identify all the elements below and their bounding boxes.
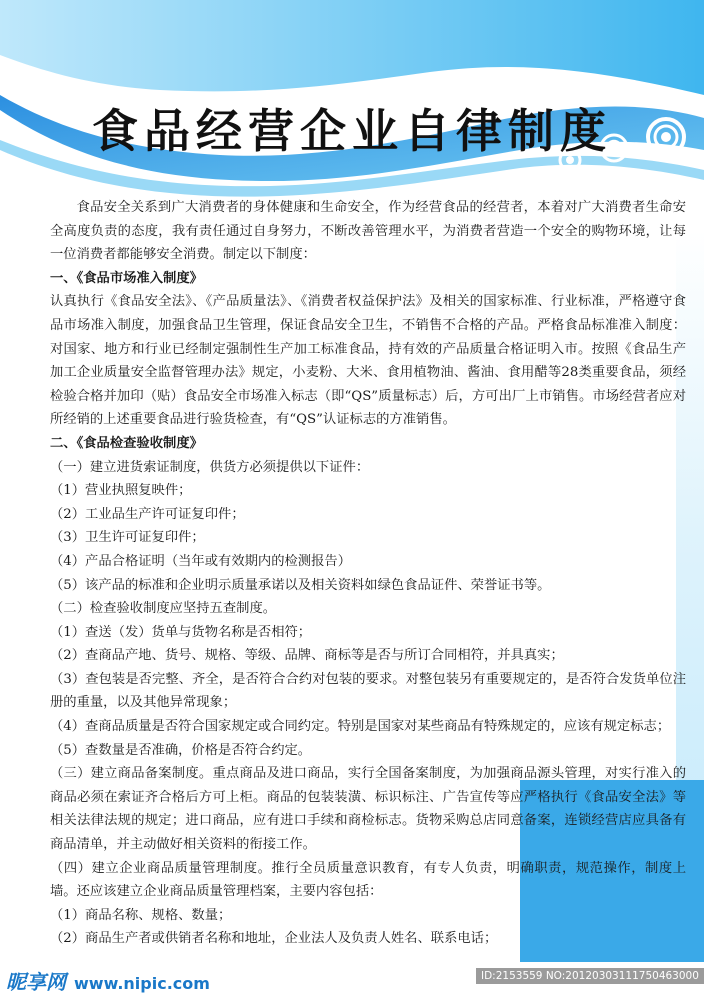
intro-paragraph: 食品安全关系到广大消费者的身体健康和生命安全，作为经营食品的经营者，本着对广大消费者生命安全高度负责的态度，我有责任通过自身努力，不断改善管理水平，为消费者营造一个安全的购物环境，让每一位消费者都能够安全消费。制定以下制度： [50, 200, 686, 263]
list-item: （1）查送（发）货单与货物名称是否相符； [50, 624, 312, 640]
section-1-text: 认真执行《食品安全法》、《产品质量法》、《消费者权益保护法》及相关的国家标准、行业标准，严格遵守食品市场准入制度，加强食品卫生管理，保证食品安全卫生，不销售不合格的产品。严格食品标准准入制度：对国家、地方和行业已经制定强制性生产加工标准食品，持有效的产品质量合格证明入市。按照《食品生产加工企业质量安全监督管理办法》规定，小麦粉、大米、食用植物油、酱油、食用醋等28类重要食品，须经检验合格并加印（贴）食品安全市场准入标志（即“QS”质量标志）后，方可出厂上市销售。市场经营者应对所经销的上述重要食品进行验货检查，有“QS”认证标志的方准销售。 [50, 294, 686, 428]
list-item: （5）查数量是否准确，价格是否符合约定。 [50, 742, 312, 758]
list-item: （一）建立进货索证制度，供货方必须提供以下证件： [50, 459, 370, 475]
list-item: （1）营业执照复映件； [50, 483, 192, 499]
list-item: （二）检查验收制度应坚持五查制度。 [50, 601, 277, 617]
watermark-brand: 昵享网 [6, 970, 66, 994]
list-item: （1）商品名称、规格、数量； [50, 907, 232, 923]
section-1-title: 一、《食品市场准入制度》 [50, 270, 203, 286]
list-item: （4）查商品质量是否符合国家规定或合同约定。特别是国家对某些商品有特殊规定的，应该有规定标志； [50, 719, 671, 735]
page-title: 食品经营企业自律制度 [92, 103, 612, 158]
list-item: （3）查包装是否完整、齐全，是否符合合约对包装的要求。对整包装另有重要规定的，是否符合发货单位注册的重量，以及其他异常现象； [50, 671, 686, 711]
list-item: （3）卫生许可证复印件； [50, 530, 205, 546]
list-item: （2）商品生产者或供销者名称和地址，企业法人及负责人姓名、联系电话； [50, 931, 498, 947]
list-item: （4）产品合格证明（当年或有效期内的检测报告） [50, 553, 351, 569]
watermark-url: www.nipic.com [74, 974, 210, 993]
section-2-title: 二、《食品检查验收制度》 [50, 435, 203, 451]
image-id-label: ID:2153559 NO:20120303111750463000 [476, 968, 704, 984]
list-item: （四）建立企业商品质量管理制度。推行全员质量意识教育，有专人负责，明确职责，规范操作，制度上墙。还应该建立企业商品质量管理档案，主要内容包括： [50, 860, 686, 900]
list-item: （2）工业品生产许可证复印件； [50, 506, 245, 522]
document-body [50, 196, 686, 951]
watermark [6, 966, 210, 995]
list-item: （三）建立商品备案制度。重点商品及进口商品，实行全国备案制度，为加强商品源头管理，对实行准入的商品必须在索证齐合格后方可上柜。商品的包装装潢、标识标注、广告宣传等应严格执行《食品安全法》等相关法律法规的规定；进口商品，应有进口手续和商检标志。货物采购总店同意备案，连锁经营店应具备有商品清单，并主动做好相关资料的衔接工作。 [50, 766, 686, 853]
list-item: （2）查商品产地、货号、规格、等级、品牌、商标等是否与所订合同相符，并具真实； [50, 648, 564, 664]
list-item: （5）该产品的标准和企业明示质量承诺以及相关资料如绿色食品证件、荣誉证书等。 [50, 577, 551, 593]
